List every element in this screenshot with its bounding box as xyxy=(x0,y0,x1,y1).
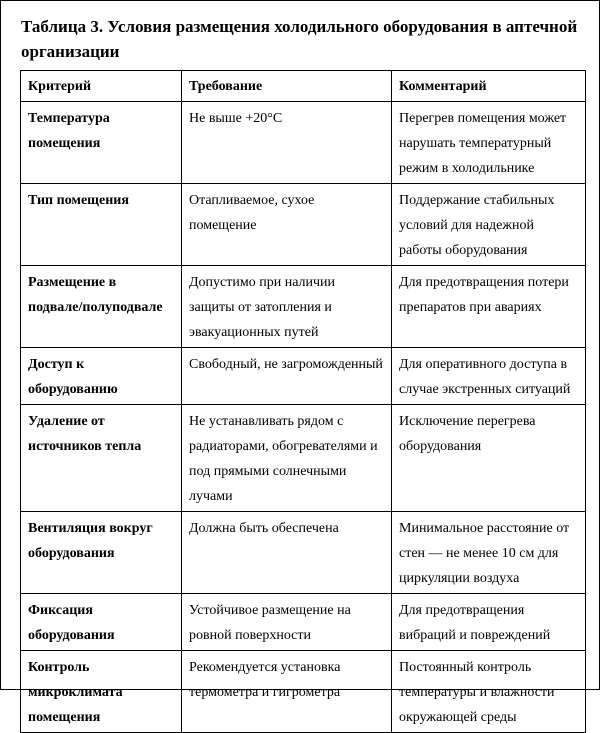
cell-criterion: Размещение в подвале/полуподвале xyxy=(21,266,182,348)
cell-comment: Поддержание стабильных условий для надежной работы оборудования xyxy=(392,184,586,266)
cell-comment: Для предотвращения вибраций и повреждений xyxy=(392,594,586,651)
table-row xyxy=(21,102,586,184)
table-row xyxy=(21,405,586,512)
cell-comment: Для оперативного доступа в случае экстренных ситуаций xyxy=(392,348,586,405)
table-title: Таблица 3. Условия размещения холодильного оборудования в аптечной организации xyxy=(21,17,578,61)
header-requirement: Требование xyxy=(182,71,392,102)
cell-requirement: Не устанавливать рядом с радиаторами, обогревателями и под прямыми солнечными лучами xyxy=(182,405,392,512)
cell-criterion: Температура помещения xyxy=(21,102,182,184)
table-row xyxy=(21,651,586,733)
table-row xyxy=(21,266,586,348)
cell-comment: Исключение перегрева оборудования xyxy=(392,405,586,512)
table-row xyxy=(21,512,586,594)
cell-requirement: Отапливаемое, сухое помещение xyxy=(182,184,392,266)
cell-comment: Постоянный контроль температуры и влажности окружающей среды xyxy=(392,651,586,733)
cell-requirement: Допустимо при наличии защиты от затопления и эвакуационных путей xyxy=(182,266,392,348)
placement-conditions-table xyxy=(20,70,586,733)
cell-criterion: Фиксация оборудования xyxy=(21,594,182,651)
table-header-row xyxy=(21,71,586,102)
cell-criterion: Вентиляция вокруг оборудования xyxy=(21,512,182,594)
table-row xyxy=(21,184,586,266)
cell-requirement: Не выше +20°C xyxy=(182,102,392,184)
table-row xyxy=(21,594,586,651)
header-comment: Комментарий xyxy=(392,71,586,102)
cell-comment: Для предотвращения потери препаратов при авариях xyxy=(392,266,586,348)
cell-requirement: Должна быть обеспечена xyxy=(182,512,392,594)
cell-requirement: Устойчивое размещение на ровной поверхности xyxy=(182,594,392,651)
cell-criterion: Удаление от источников тепла xyxy=(21,405,182,512)
cell-criterion: Доступ к оборудованию xyxy=(21,348,182,405)
cell-requirement: Свободный, не загроможденный xyxy=(182,348,392,405)
cell-requirement: Рекомендуется установка термометра и гигрометра xyxy=(182,651,392,733)
header-criterion: Критерий xyxy=(21,71,182,102)
cell-comment: Перегрев помещения может нарушать температурный режим в холодильнике xyxy=(392,102,586,184)
table-row xyxy=(21,348,586,405)
cell-criterion: Контроль микроклимата помещения xyxy=(21,651,182,733)
cell-comment: Минимальное расстояние от стен — не менее 10 см для циркуляции воздуха xyxy=(392,512,586,594)
cell-criterion: Тип помещения xyxy=(21,184,182,266)
